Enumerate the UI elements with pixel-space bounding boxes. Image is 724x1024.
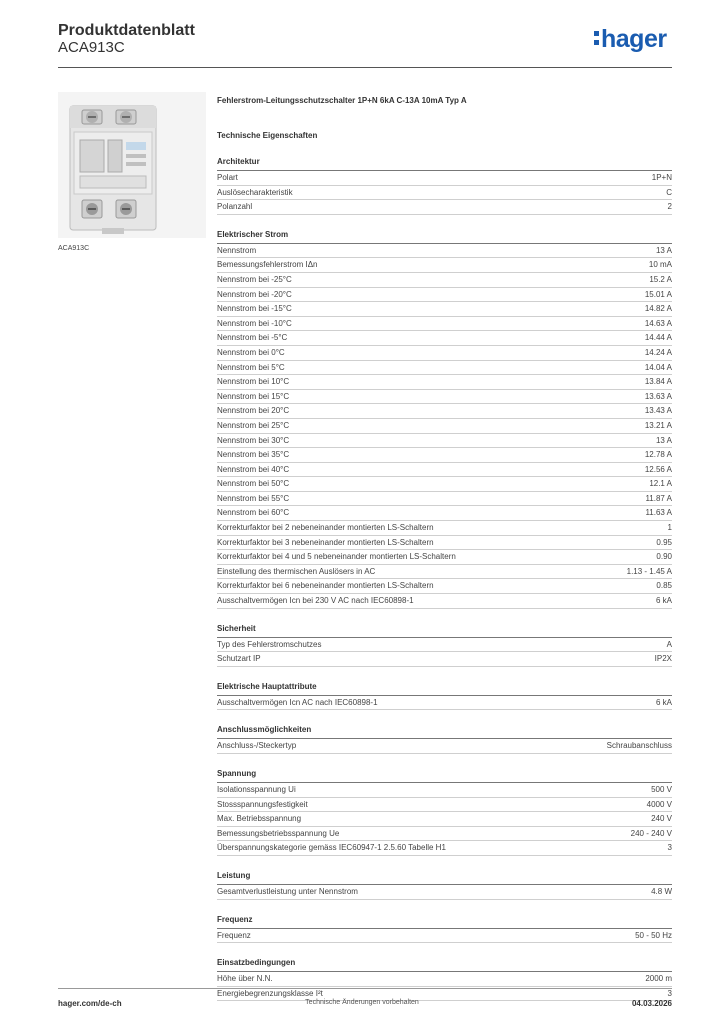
hager-logo — [594, 27, 667, 52]
spec-value: 15.2 A — [649, 274, 672, 284]
spec-section — [217, 915, 672, 944]
spec-value: 4000 V — [646, 799, 672, 809]
image-caption: ACA913C — [58, 245, 90, 252]
spec-label: Schutzart IP — [217, 654, 261, 664]
spec-row — [217, 390, 672, 405]
spec-value: 2000 m — [645, 974, 672, 984]
spec-value: 14.24 A — [644, 347, 672, 357]
spec-label: Nennstrom bei -25°C — [217, 274, 292, 284]
footer-website: hager.com/de-ch — [58, 999, 122, 1008]
spec-value: 2 — [667, 202, 672, 212]
section-title: Anschlussmöglichkeiten — [217, 725, 672, 739]
spec-value: 1P+N — [651, 173, 672, 182]
spec-label: Korrekturfaktor bei 6 nebeneinander montierten LS-Schaltern — [217, 581, 434, 591]
spec-label: Max. Betriebsspannung — [217, 814, 302, 824]
spec-label: Höhe über N.N. — [217, 974, 273, 984]
spec-value: A — [666, 639, 672, 649]
article-number: ACA913C — [58, 39, 125, 56]
spec-section — [217, 624, 672, 667]
spec-row — [217, 536, 672, 551]
spec-label: Nennstrom bei -5°C — [217, 333, 288, 343]
spec-label: Korrekturfaktor bei 3 nebeneinander montierten LS-Schaltern — [217, 537, 434, 547]
spec-row — [217, 463, 672, 478]
spec-section — [217, 682, 672, 711]
spec-label: Polart — [217, 173, 238, 182]
spec-row — [217, 258, 672, 273]
spec-row — [217, 594, 672, 609]
spec-label: Nennstrom bei 5°C — [217, 362, 285, 372]
spec-row — [217, 317, 672, 332]
section-title: Elektrische Hauptattribute — [217, 682, 672, 696]
spec-label: Nennstrom bei 20°C — [217, 406, 290, 416]
spec-value: 13 A — [655, 435, 672, 445]
spec-value: 1 — [667, 523, 672, 533]
spec-row — [217, 200, 672, 215]
spec-row — [217, 739, 672, 754]
spec-section — [217, 230, 672, 609]
spec-row — [217, 812, 672, 827]
spec-label: Stossspannungsfestigkeit — [217, 799, 308, 809]
spec-value: IP2X — [654, 654, 672, 664]
spec-value: 15.01 A — [644, 289, 672, 299]
spec-row — [217, 302, 672, 317]
spec-row — [217, 171, 672, 186]
spec-label: Polanzahl — [217, 202, 253, 212]
spec-section — [217, 871, 672, 900]
spec-label: Nennstrom bei 55°C — [217, 493, 290, 503]
spec-row — [217, 652, 672, 667]
section-title: Spannung — [217, 769, 672, 783]
spec-value: 14.82 A — [644, 304, 672, 314]
spec-label: Nennstrom bei 30°C — [217, 435, 290, 445]
spec-row — [217, 434, 672, 449]
spec-row — [217, 244, 672, 259]
spec-value: 3 — [667, 843, 672, 853]
spec-content — [217, 96, 672, 1001]
page-title: Produktdatenblatt — [58, 22, 195, 39]
spec-value: 12.1 A — [649, 479, 672, 489]
spec-label: Nennstrom — [217, 245, 257, 255]
spec-value: 12.56 A — [644, 464, 672, 474]
spec-label: Nennstrom bei -15°C — [217, 304, 292, 314]
spec-row — [217, 404, 672, 419]
spec-row — [217, 521, 672, 536]
tech-properties-title: Technische Eigenschaften — [217, 131, 318, 140]
footer-notice: Technische Änderungen vorbehalten — [305, 999, 419, 1006]
section-title: Architektur — [217, 157, 672, 171]
spec-row — [217, 638, 672, 653]
spec-value: 240 - 240 V — [630, 828, 672, 838]
spec-value: 6 kA — [655, 596, 672, 606]
spec-value: 11.87 A — [645, 493, 672, 503]
spec-section — [217, 725, 672, 754]
section-title: Einsatzbedingungen — [217, 958, 672, 972]
spec-label: Ausschaltvermögen Icn bei 230 V AC nach IEC60898-1 — [217, 596, 414, 606]
spec-row — [217, 186, 672, 201]
spec-row — [217, 885, 672, 900]
spec-label: Nennstrom bei 60°C — [217, 508, 290, 518]
spec-value: 0.95 — [656, 537, 672, 547]
section-title: Elektrischer Strom — [217, 230, 672, 244]
spec-value: 50 - 50 Hz — [635, 930, 672, 940]
spec-label: Nennstrom bei 35°C — [217, 450, 290, 460]
spec-value: 0.85 — [656, 581, 672, 591]
circuit-breaker-icon — [58, 92, 206, 238]
spec-value: 11.63 A — [645, 508, 672, 518]
spec-label: Isolationsspannung Ui — [217, 785, 296, 794]
spec-value: 12.78 A — [644, 450, 672, 460]
spec-row — [217, 492, 672, 507]
spec-row — [217, 798, 672, 813]
spec-row — [217, 929, 672, 944]
spec-value: 10 mA — [648, 260, 672, 270]
spec-value: Schraubanschluss — [606, 741, 672, 751]
spec-value: C — [666, 187, 672, 197]
spec-label: Auslösecharakteristik — [217, 187, 293, 197]
product-name: Fehlerstrom-Leitungsschutzschalter 1P+N 6kA C-13A 10mA Typ A — [217, 96, 467, 105]
spec-label: Einstellung des thermischen Auslösers in AC — [217, 566, 376, 576]
spec-value: 4.8 W — [651, 886, 672, 896]
spec-section — [217, 769, 672, 856]
spec-label: Nennstrom bei 25°C — [217, 420, 290, 430]
spec-row — [217, 477, 672, 492]
footer-divider — [58, 988, 672, 989]
spec-label: Nennstrom bei -10°C — [217, 318, 292, 328]
spec-row — [217, 506, 672, 521]
spec-label: Gesamtverlustleistung unter Nennstrom — [217, 886, 358, 896]
spec-value: 14.44 A — [644, 333, 672, 343]
spec-row — [217, 565, 672, 580]
section-title: Leistung — [217, 871, 672, 885]
spec-row — [217, 783, 672, 798]
spec-row — [217, 273, 672, 288]
product-image — [58, 92, 206, 238]
spec-label: Überspannungskategorie gemäss IEC60947-1 2.5.60 Tabelle H1 — [217, 843, 446, 853]
spec-label: Frequenz — [217, 930, 251, 940]
spec-row — [217, 841, 672, 856]
spec-label: Bemessungsfehlerstrom IΔn — [217, 260, 318, 270]
logo-text: hager — [601, 25, 667, 53]
spec-value: 13 A — [655, 245, 672, 255]
spec-section — [217, 157, 672, 215]
spec-label: Ausschaltvermögen Icn AC nach IEC60898-1 — [217, 697, 378, 707]
spec-label: Anschluss-/Steckertyp — [217, 741, 297, 751]
spec-value: 3 — [667, 988, 672, 998]
spec-value: 13.21 A — [644, 420, 672, 430]
spec-row — [217, 346, 672, 361]
spec-value: 14.04 A — [644, 362, 672, 372]
spec-label: Energiebegrenzungsklasse I²t — [217, 988, 323, 998]
spec-row — [217, 448, 672, 463]
spec-label: Nennstrom bei 0°C — [217, 347, 285, 357]
section-title: Frequenz — [217, 915, 672, 929]
spec-value: 13.84 A — [644, 377, 672, 387]
spec-row — [217, 696, 672, 711]
spec-value: 0.90 — [656, 552, 672, 562]
footer-date: 04.03.2026 — [631, 999, 672, 1008]
spec-label: Nennstrom bei 40°C — [217, 464, 290, 474]
spec-value: 240 V — [651, 814, 672, 824]
spec-row — [217, 288, 672, 303]
spec-label: Nennstrom bei -20°C — [217, 289, 292, 299]
spec-section — [217, 958, 672, 1001]
spec-label: Korrekturfaktor bei 4 und 5 nebeneinander montierten LS-Schaltern — [217, 552, 456, 562]
spec-row — [217, 550, 672, 565]
spec-value: 6 kA — [655, 697, 672, 707]
spec-row — [217, 331, 672, 346]
spec-label: Nennstrom bei 10°C — [217, 377, 290, 387]
spec-row — [217, 375, 672, 390]
spec-label: Bemessungsbetriebsspannung Ue — [217, 828, 340, 838]
spec-label: Typ des Fehlerstromschutzes — [217, 639, 322, 649]
spec-label: Nennstrom bei 50°C — [217, 479, 290, 489]
spec-label: Nennstrom bei 15°C — [217, 391, 290, 401]
spec-value: 13.63 A — [644, 391, 672, 401]
spec-row — [217, 579, 672, 594]
spec-value: 1.13 - 1.45 A — [626, 566, 672, 576]
spec-row — [217, 827, 672, 842]
spec-sections — [217, 157, 672, 1001]
header-divider — [58, 67, 672, 68]
spec-row — [217, 419, 672, 434]
spec-value: 14.63 A — [644, 318, 672, 328]
spec-value: 13.43 A — [644, 406, 672, 416]
logo-dots-icon — [594, 31, 599, 49]
spec-row — [217, 972, 672, 987]
spec-value: 500 V — [651, 785, 672, 794]
section-title: Sicherheit — [217, 624, 672, 638]
spec-label: Korrekturfaktor bei 2 nebeneinander montierten LS-Schaltern — [217, 523, 434, 533]
spec-row — [217, 361, 672, 376]
